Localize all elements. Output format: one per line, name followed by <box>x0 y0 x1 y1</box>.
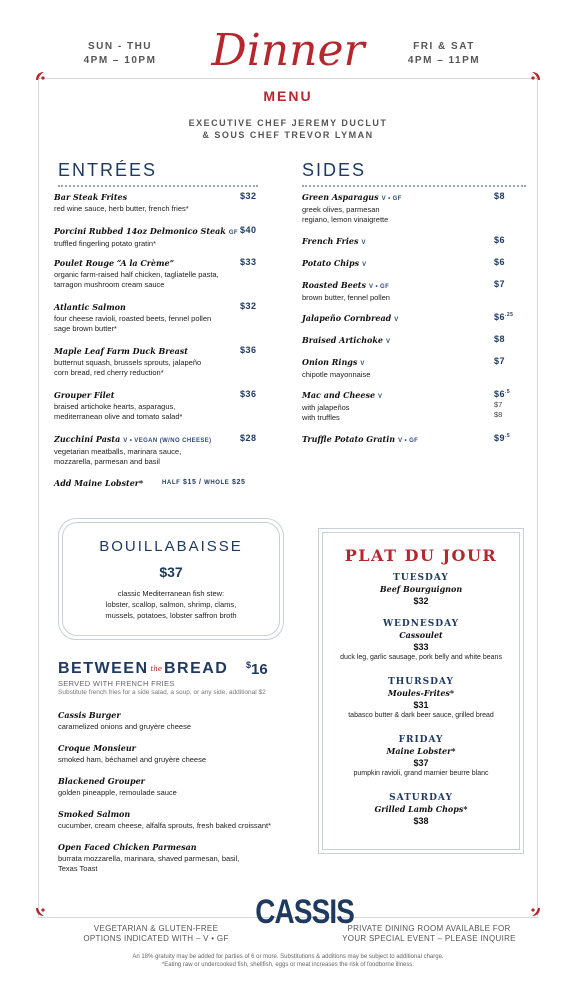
item-name: Truffle Potato Gratin <box>302 434 396 444</box>
menu-item <box>302 434 482 447</box>
footer-line: YOUR SPECIAL EVENT – PLEASE INQUIRE <box>342 934 516 943</box>
item-name: Smoked Salmon <box>58 809 131 819</box>
special-description: pumpkin ravioli, grand marnier beurre blanc <box>353 770 489 777</box>
lobster-half-price: $15 <box>182 479 197 486</box>
special-day: THURSDAY <box>388 677 454 687</box>
lobster-whole-label: WHOLE <box>204 480 230 486</box>
menu-item <box>54 192 240 214</box>
sandwich-item <box>58 776 298 798</box>
special-dish: Moules-Frites* <box>387 688 455 698</box>
ornament-icon <box>34 70 46 82</box>
desc-line: mussels, potatoes, lobster saffron broth <box>105 611 237 620</box>
menu-item <box>302 236 482 249</box>
menu-item <box>302 192 482 226</box>
menu-item <box>54 434 240 468</box>
item-name: Atlantic Salmon <box>54 302 126 312</box>
diet-tag: V <box>362 262 367 268</box>
special-day: SATURDAY <box>389 793 453 803</box>
item-name: Zucchini Pasta <box>54 434 121 444</box>
item-description: butternut squash, brussels sprouts, jalapeño <box>54 357 202 367</box>
item-description: sage brown butter* <box>54 324 117 333</box>
item-price: $33 <box>240 257 257 267</box>
price-cents: .25 <box>505 312 514 318</box>
chef-line: & SOUS CHEF TREVOR LYMAN <box>202 130 374 140</box>
special-price: $33 <box>413 642 429 652</box>
special-day: TUESDAY <box>393 573 449 583</box>
special-description: tabasco butter & dark beer sauce, grilled bread <box>348 712 494 719</box>
item-price <box>494 356 505 366</box>
lobster-half-label: HALF <box>162 480 181 486</box>
item-price: $32 <box>240 301 257 311</box>
lobster-separator: / <box>198 479 202 486</box>
special-description: duck leg, garlic sausage, pork belly and white beans <box>340 654 502 661</box>
bouillabaisse-price: $37 <box>159 564 183 580</box>
between-bread-title <box>58 660 228 678</box>
item-name: Roasted Beets <box>302 280 366 290</box>
price-cents: .5 <box>505 389 511 395</box>
item-name: Potato Chips <box>302 258 360 268</box>
item-name: Onion Rings <box>302 357 358 367</box>
item-description: organic farm-raised half chicken, tagliatelle pasta, <box>54 269 219 279</box>
item-price: $32 <box>240 191 257 201</box>
diet-tag: V • GF <box>398 438 419 444</box>
menu-item <box>302 258 482 271</box>
special-dish: Grilled Lamb Chops* <box>374 804 468 814</box>
price-value: $7 <box>494 356 506 366</box>
special-dish: Maine Lobster* <box>386 746 456 756</box>
item-description: mediterranean olive and tomato salad* <box>54 412 183 421</box>
item-description: burrata mozzarella, marinara, shaved parmesan, basil, <box>58 853 240 863</box>
item-name: Cassis Burger <box>58 710 121 720</box>
price-cents: .5 <box>505 433 511 439</box>
lobster-addon <box>54 478 264 490</box>
item-name: French Fries <box>302 236 359 246</box>
bouillabaisse-description <box>58 588 284 621</box>
item-description: chipotle mayonnaise <box>302 369 371 379</box>
item-description: cucumber, cream cheese, alfalfa sprouts, fresh baked croissant* <box>58 820 272 830</box>
sandwich-item <box>58 743 298 765</box>
item-name: Grouper Filet <box>54 390 115 400</box>
special-day: FRIDAY <box>398 735 444 745</box>
sandwich-item <box>58 809 298 831</box>
plat-du-jour-title: PLAT DU JOUR <box>344 546 498 565</box>
item-description: vegetarian meatballs, marinara sauce, <box>54 446 182 456</box>
price-value: $8 <box>494 191 506 201</box>
diet-tag: V • GF <box>381 196 402 202</box>
title-word: BREAD <box>163 660 229 677</box>
menu-item <box>302 313 482 326</box>
special-price: $31 <box>413 700 429 710</box>
cassis-logo: CASSIS <box>255 893 355 931</box>
menu-item <box>302 335 482 348</box>
diet-tag: V <box>385 339 391 345</box>
item-price <box>494 235 505 245</box>
daily-special <box>318 676 524 721</box>
menu-item <box>54 258 240 291</box>
item-description: corn bread, red cherry reduction* <box>54 368 164 377</box>
page-subtitle: MENU <box>263 88 313 104</box>
daily-special <box>318 734 524 779</box>
footer-line: OPTIONS INDICATED WITH – V • GF <box>83 934 229 943</box>
hours-days: FRI & SAT <box>413 41 475 52</box>
item-name: Maple Leaf Farm Duck Breast <box>54 346 188 356</box>
between-bread-price <box>246 660 268 678</box>
item-price <box>494 257 505 267</box>
footer-line: PRIVATE DINING ROOM AVAILABLE FOR <box>347 924 511 933</box>
item-name: Bar Steak Frites <box>54 192 128 202</box>
footer-line: VEGETARIAN & GLUTEN-FREE <box>93 924 219 933</box>
diet-tag: V <box>394 317 399 323</box>
diet-tag: V • VEGAN (W/NO CHEESE) <box>123 438 212 444</box>
bouillabaisse-title: BOUILLABAISSE <box>99 538 243 555</box>
page-title: Dinner <box>211 25 365 76</box>
item-name: Poulet Rouge “A la Crème” <box>54 258 175 268</box>
item-description: golden pineapple, remoulade sauce <box>58 787 177 797</box>
diet-tag: V <box>361 240 366 246</box>
item-name: Blackened Grouper <box>58 776 145 786</box>
item-description: with jalapeños <box>302 402 350 412</box>
menu-item <box>302 357 482 380</box>
item-description: brown butter, fennel pollen <box>302 292 390 302</box>
price-value: $6 <box>494 257 506 267</box>
special-day: WEDNESDAY <box>382 619 460 629</box>
price-value: $6 <box>494 389 506 399</box>
lobster-options <box>162 478 245 489</box>
title-word: the <box>150 664 162 673</box>
special-dish: Beef Bourguignon <box>379 584 463 594</box>
item-description: smoked ham, béchamel and gruyère cheese <box>58 754 207 764</box>
divider <box>302 185 526 187</box>
desc-line: lobster, scallop, salmon, shrimp, clams, <box>105 600 237 609</box>
item-price <box>494 433 510 443</box>
item-price: $28 <box>240 433 257 443</box>
item-price <box>494 389 510 399</box>
item-name: Mac and Cheese <box>302 390 376 400</box>
chef-credits <box>150 117 426 141</box>
price-value: $6 <box>494 312 506 322</box>
item-price: $36 <box>240 345 257 355</box>
price-value: $9 <box>494 433 506 443</box>
item-name: Open Faced Chicken Parmesan <box>58 842 197 852</box>
item-description: regiano, lemon vinaigrette <box>302 215 389 224</box>
item-description: braised artichoke hearts, asparagus, <box>54 401 176 411</box>
item-description: red wine sauce, herb butter, french fries* <box>54 203 189 213</box>
special-dish: Cassoulet <box>399 630 443 640</box>
sides-heading: SIDES <box>302 160 367 180</box>
item-price <box>494 312 513 322</box>
menu-item <box>302 280 482 303</box>
currency-symbol: $ <box>246 660 252 670</box>
dietary-note <box>70 924 242 944</box>
hours-days: SUN - THU <box>87 41 153 52</box>
price-value: $6 <box>494 235 506 245</box>
item-price <box>494 279 505 289</box>
item-name: Croque Monsieur <box>58 743 136 753</box>
item-description: greek olives, parmesan <box>302 204 380 214</box>
item-description: with truffles <box>302 413 340 422</box>
desc-line: classic Mediterranean fish stew: <box>117 589 225 598</box>
special-price: $32 <box>413 596 429 606</box>
ornament-icon <box>530 70 542 82</box>
hours-time: 4PM – 10PM <box>83 55 157 66</box>
hours-fri-sat <box>394 40 494 68</box>
divider <box>58 185 258 187</box>
menu-item <box>302 390 482 424</box>
fine-print-line: *Eating raw or undercooked fish, shellfish, eggs or meat increases the risk of foodborne illness. <box>161 962 415 968</box>
between-bread-note: Substitute french fries for a side salad, a soup, or any side, additional $2 <box>58 689 266 696</box>
entrees-heading: ENTRÉES <box>58 160 158 180</box>
item-description: four cheese ravioli, roasted beets, fennel pollen <box>54 313 212 323</box>
fine-print-line: An 18% gratuity may be added for parties of 6 or more. Substitutions & additions may be subject to additional charge. <box>132 954 444 960</box>
sandwich-item <box>58 710 298 732</box>
hours-sun-thu <box>70 40 170 68</box>
item-description: caramelized onions and gruyère cheese <box>58 721 191 731</box>
hours-time: 4PM – 11PM <box>407 55 481 66</box>
price-value: $7 <box>494 279 506 289</box>
ornament-icon <box>530 906 542 918</box>
lobster-whole-price: $25 <box>231 479 246 486</box>
sandwich-item <box>58 842 298 875</box>
addon-price: $7 <box>494 400 503 409</box>
between-bread-subtitle: SERVED WITH FRENCH FRIES <box>58 679 175 688</box>
menu-item <box>54 346 240 379</box>
item-description: Texas Toast <box>58 864 98 873</box>
item-name: Porcini Rubbed 14oz Delmonico Steak <box>54 226 226 236</box>
title-word: BETWEEN <box>58 660 149 677</box>
item-price <box>494 191 505 201</box>
menu-item <box>54 390 240 423</box>
item-price: $36 <box>240 389 257 399</box>
special-price: $38 <box>413 816 429 826</box>
private-dining-note <box>334 924 524 944</box>
item-name: Green Asparagus <box>302 192 379 202</box>
item-price: $40 <box>240 225 257 235</box>
daily-special <box>318 618 524 663</box>
menu-item <box>54 226 240 249</box>
item-description: tarragon mushroom cream sauce <box>54 280 165 289</box>
item-name: Add Maine Lobster* <box>54 478 144 488</box>
special-price: $37 <box>413 758 429 768</box>
item-name: Braised Artichoke <box>302 335 383 345</box>
addon-price: $8 <box>494 410 503 419</box>
daily-special <box>318 792 524 827</box>
daily-special <box>318 572 524 607</box>
item-description: truffled fingerling potato gratin* <box>54 238 157 248</box>
diet-tag: V <box>360 361 365 367</box>
menu-item <box>54 302 240 335</box>
item-description: mozzarella, parmesan and basil <box>54 457 160 466</box>
fine-print <box>60 953 516 969</box>
price-value: 16 <box>251 661 268 678</box>
diet-tag: V • GF <box>368 284 390 290</box>
price-value: $8 <box>494 334 506 344</box>
diet-tag: V <box>378 394 383 400</box>
diet-tag: GF <box>228 230 238 236</box>
chef-line: EXECUTIVE CHEF JEREMY DUCLUT <box>188 118 388 128</box>
item-price <box>494 334 505 344</box>
item-name: Jalapeño Cornbread <box>302 313 392 323</box>
ornament-icon <box>34 906 46 918</box>
